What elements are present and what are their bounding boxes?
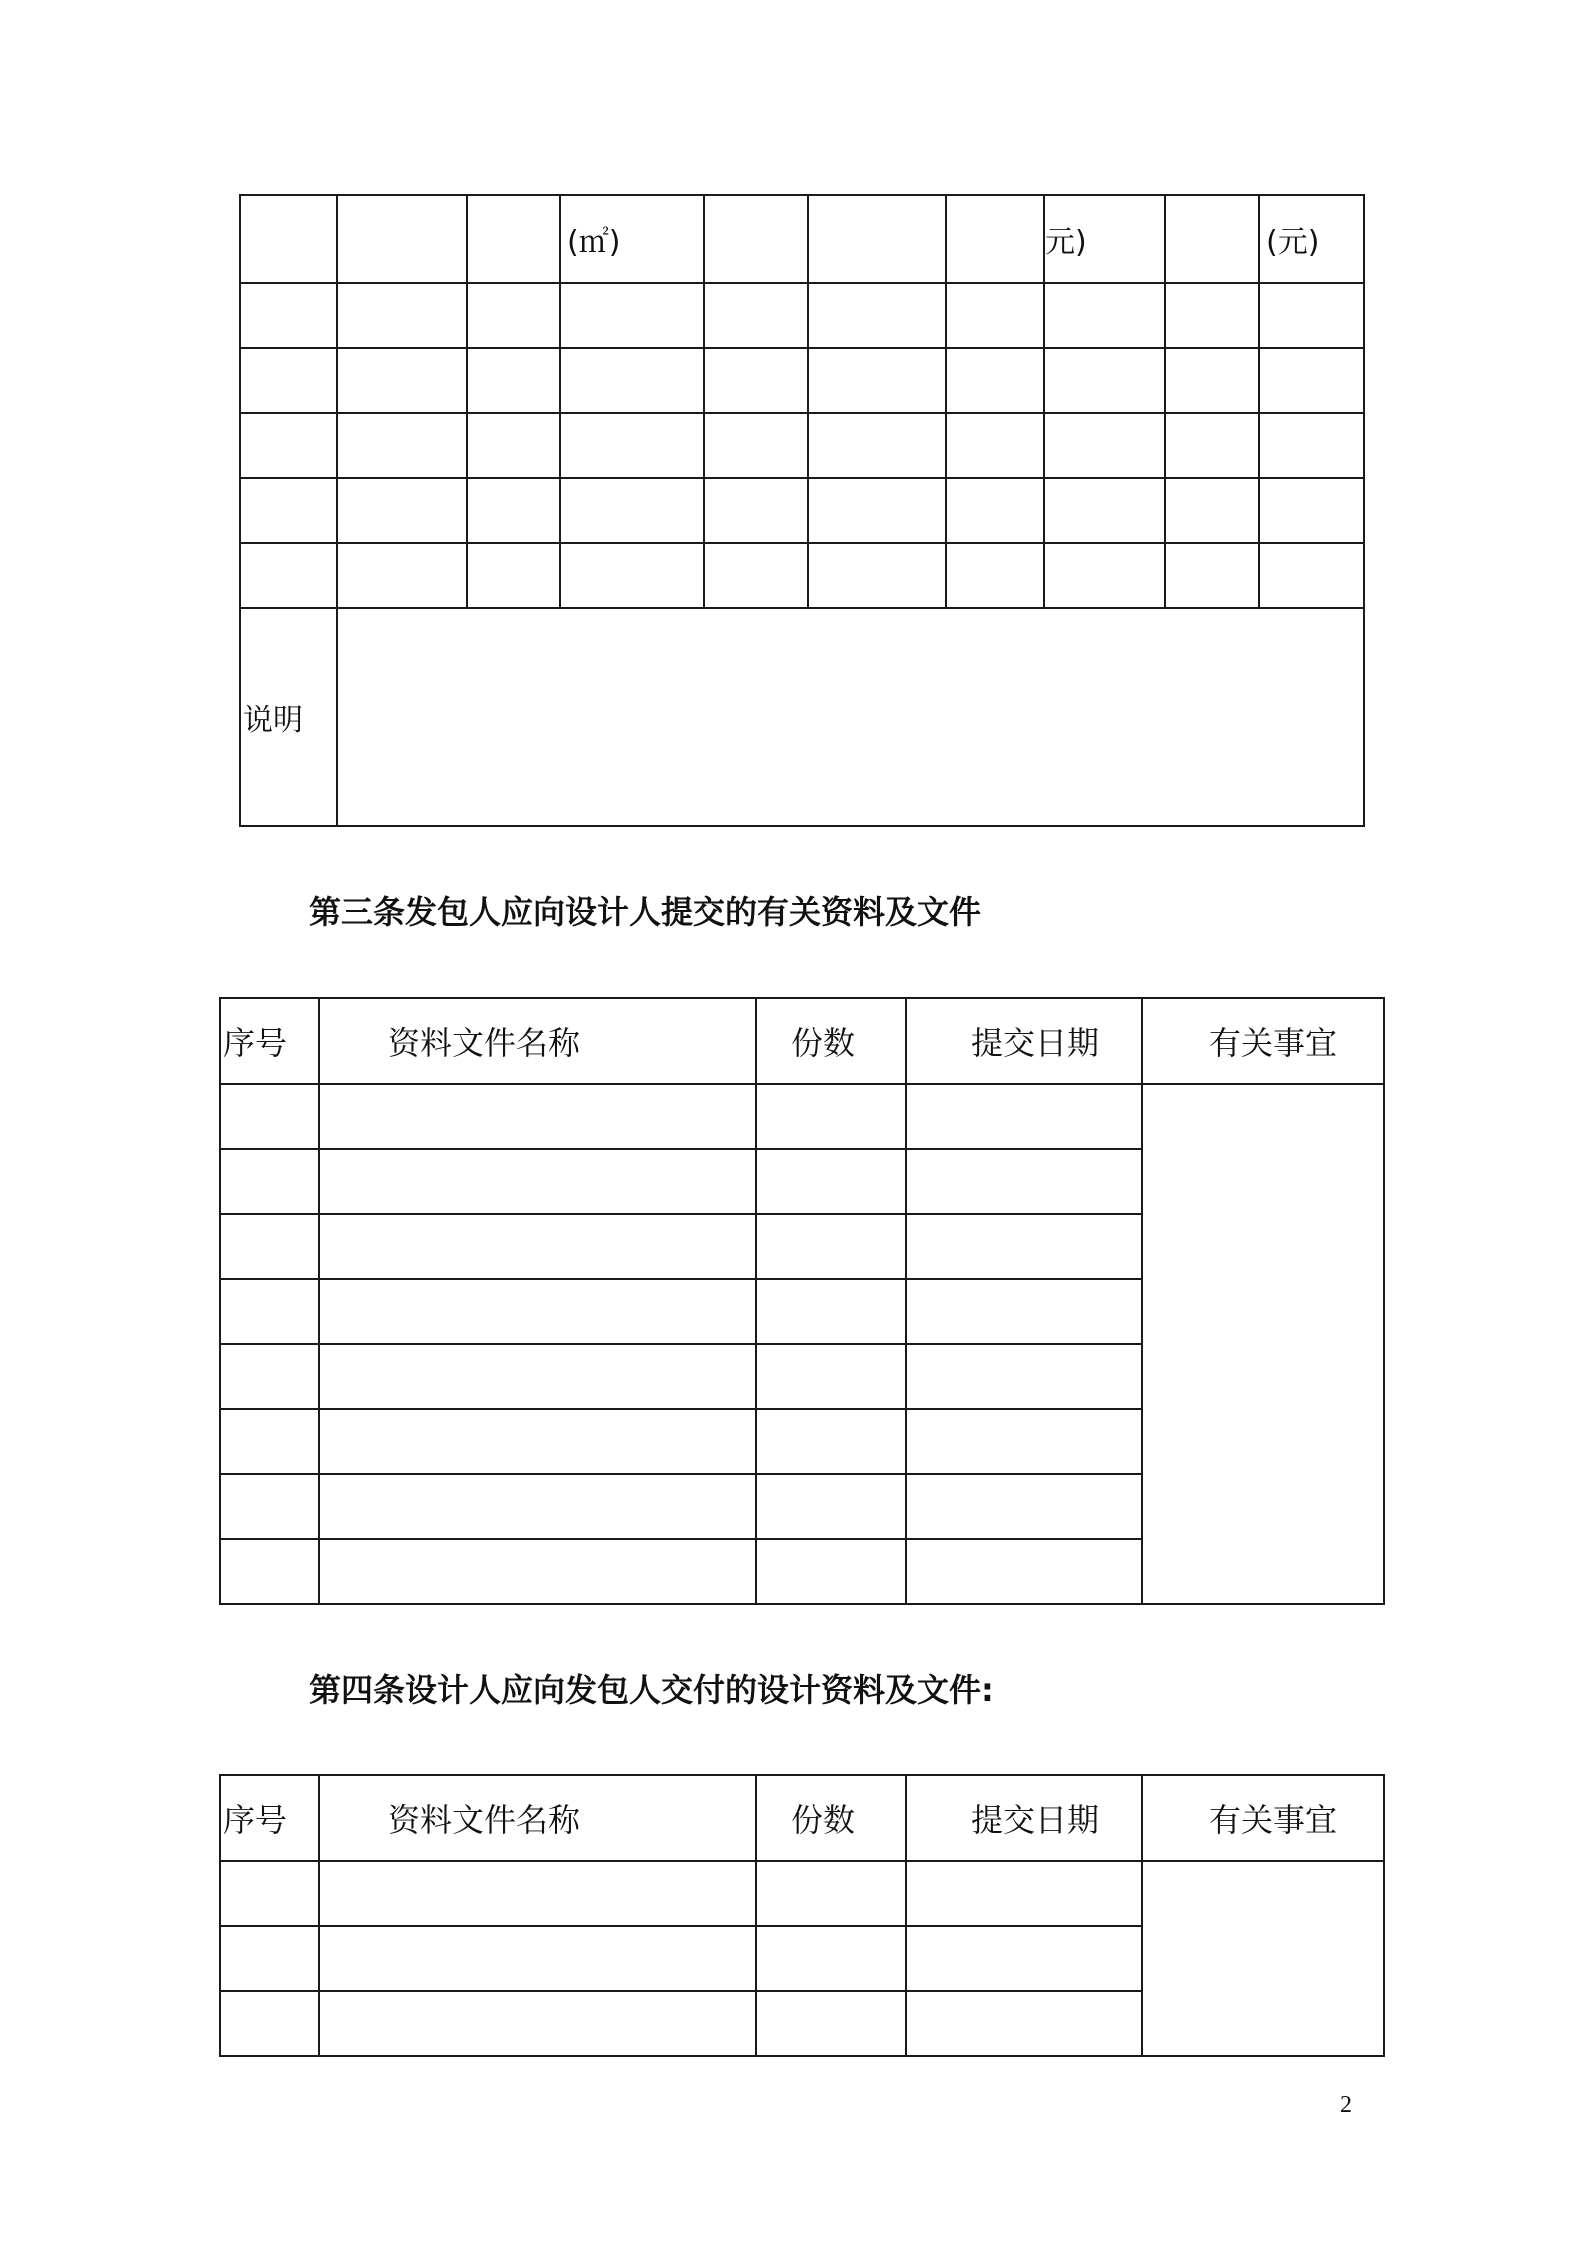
matters-merged-cell — [1142, 1084, 1384, 1604]
client-documents-table — [219, 997, 1385, 1605]
col-header-seq: 序号 — [220, 1775, 319, 1861]
header-cell-total-unit: (元) — [1259, 195, 1364, 283]
header-cell-7 — [946, 195, 1044, 283]
header-cell-area-unit: (㎡) — [560, 195, 704, 283]
header-cell-1 — [240, 195, 337, 283]
table-header-row — [220, 1775, 1384, 1861]
note-row — [240, 608, 1364, 826]
col-header-matters: 有关事宜 — [1142, 1775, 1384, 1861]
table-row — [240, 543, 1364, 608]
header-cell-9 — [1165, 195, 1259, 283]
header-cell-2 — [337, 195, 467, 283]
designer-deliverables-table — [219, 1774, 1385, 2057]
section3-title: 第三条发包人应向设计人提交的有关资料及文件 — [309, 893, 982, 931]
page-number: 2 — [1340, 2092, 1352, 2118]
table-row — [240, 478, 1364, 543]
table-row — [240, 283, 1364, 348]
col-header-name: 资料文件名称 — [319, 998, 756, 1084]
table-row — [240, 413, 1364, 478]
col-header-matters: 有关事宜 — [1142, 998, 1384, 1084]
header-cell-yuan-unit: 元) — [1044, 195, 1165, 283]
note-content — [337, 608, 1364, 826]
col-header-copies: 份数 — [756, 998, 906, 1084]
col-header-name: 资料文件名称 — [319, 1775, 756, 1861]
header-cell-5 — [704, 195, 808, 283]
table-header-row — [220, 998, 1384, 1084]
table-row — [220, 1861, 1384, 1926]
table-row — [220, 1084, 1384, 1149]
table-row — [240, 348, 1364, 413]
col-header-seq: 序号 — [220, 998, 319, 1084]
col-header-date: 提交日期 — [906, 1775, 1142, 1861]
header-cell-6 — [808, 195, 946, 283]
section4-title: 第四条设计人应向发包人交付的设计资料及文件: — [309, 1671, 994, 1709]
fee-table-header-row — [240, 195, 1364, 283]
col-header-copies: 份数 — [756, 1775, 906, 1861]
col-header-date: 提交日期 — [906, 998, 1142, 1084]
fee-table — [239, 194, 1365, 827]
header-cell-3 — [467, 195, 560, 283]
note-label: 说明 — [240, 608, 337, 826]
matters-merged-cell — [1142, 1861, 1384, 2056]
